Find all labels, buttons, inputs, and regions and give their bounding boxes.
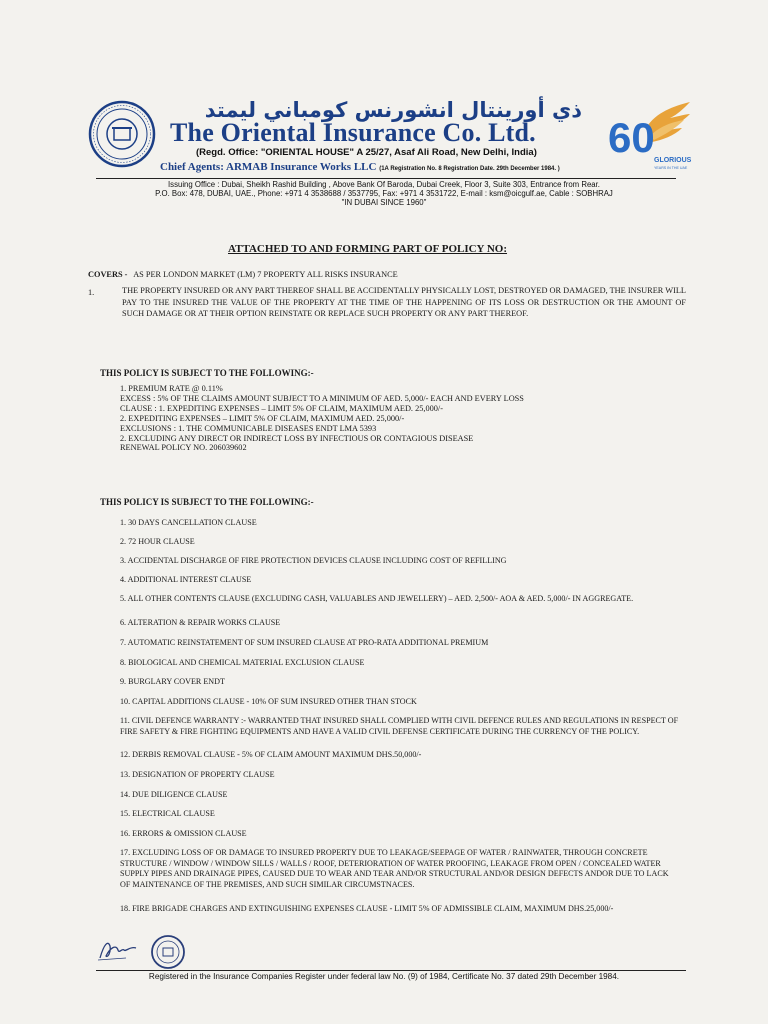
company-stamp-icon <box>150 934 186 970</box>
clause-item <box>120 790 680 801</box>
clause-text: 72 HOUR CLAUSE <box>128 537 195 546</box>
clause-item <box>120 697 680 708</box>
premium-block <box>120 384 680 453</box>
clause-number: 12. <box>120 750 131 759</box>
clause-item <box>120 556 680 567</box>
clause-item <box>120 829 680 840</box>
clause-text: ALTERATION & REPAIR WORKS CLAUSE <box>127 618 281 627</box>
issuing-office-line-2: P.O. Box: 478, DUBAI, UAE., Phone: +971 4 3538688 / 3537795, Fax: +971 4 3531722, E-mail : ksm@oicgulf.ae, Cable : SOBHRAJ <box>155 189 613 198</box>
clause-item <box>120 618 680 629</box>
attached-title: ATTACHED TO AND FORMING PART OF POLICY NO: <box>228 243 508 255</box>
signature-icon <box>96 936 140 964</box>
premium-line: CLAUSE : 1. EXPEDITING EXPENSES – LIMIT 5% OF CLAIM, MAXIMUM AED. 25,000/- <box>120 403 443 413</box>
clause-number: 6. <box>120 618 127 627</box>
chief-agents-name: Chief Agents: ARMAB Insurance Works LLC <box>160 161 377 173</box>
clause-item <box>120 575 680 586</box>
clause-text: BIOLOGICAL AND CHEMICAL MATERIAL EXCLUSION CLAUSE <box>128 658 365 667</box>
logo-number: 60 <box>608 114 655 161</box>
clause-item <box>120 594 680 605</box>
clause-item <box>120 809 680 820</box>
clause-number: 7. <box>120 638 127 647</box>
covers-text: AS PER LONDON MARKET (LM) 7 PROPERTY ALL RISKS INSURANCE <box>133 270 398 279</box>
clause-number: 1. <box>120 518 127 527</box>
clause-text: FIRE BRIGADE CHARGES AND EXTINGUISHING EXPENSES CLAUSE - LIMIT 5% OF ADMISSIBLE CLAIM, MAXIMUM DHS.25,000/- <box>132 904 614 913</box>
clause-text: ERRORS & OMISSION CLAUSE <box>132 829 247 838</box>
clause-number: 16. <box>120 829 131 838</box>
clause-item <box>120 658 680 669</box>
clause-number: 17. <box>120 848 131 857</box>
clause-item <box>120 638 680 649</box>
clause-number: 3. <box>120 556 127 565</box>
clause-number: 15. <box>120 809 131 818</box>
clause-number: 2. <box>120 537 127 546</box>
clause-item <box>120 716 680 737</box>
premium-line: EXCLUSIONS : 1. THE COMMUNICABLE DISEASES ENDT LMA 5393 <box>120 423 377 433</box>
clause-item <box>120 750 680 761</box>
clause-item <box>120 677 680 688</box>
registration-details: (1A Registration No. 8 Registration Date. 29th December 1984. ) <box>379 166 560 172</box>
arabic-company-name: ذي أورينتال انشورنس كومباني ليمتد <box>204 98 582 122</box>
company-name: The Oriental Insurance Co. Ltd. <box>170 118 536 147</box>
clause-number: 8. <box>120 658 127 667</box>
clause-text: BURGLARY COVER ENDT <box>128 677 225 686</box>
clause-text: CIVIL DEFENCE WARRANTY :- WARRANTED THAT INSURED SHALL COMPLIED WITH CIVIL DEFENCE RULES AND REGULATIONS IN RESPECT OF FIRE SAFETY & FIRE FIGHTING EQUIPMENTS AND HAVE A VALID CIVIL DEFENSE CERTIFICATE DURING THE CURRENCY OF THE POLICY. <box>120 716 679 736</box>
clause-text: AUTOMATIC REINSTATEMENT OF SUM INSURED CLAUSE AT PRO-RATA ADDITIONAL PREMIUM <box>127 638 489 647</box>
clause-item <box>120 537 680 548</box>
premium-line: 1. PREMIUM RATE @ 0.11% <box>120 384 223 393</box>
clause-item <box>120 518 680 529</box>
sixty-years-logo-icon <box>604 98 694 176</box>
logo-glorious-text: GLORIOUS <box>654 157 692 164</box>
clause-text: DESIGNATION OF PROPERTY CLAUSE <box>132 770 275 779</box>
clause-number: 4. <box>120 575 127 584</box>
clause-text: ELECTRICAL CLAUSE <box>132 809 215 818</box>
clause-text: DUE DILIGENCE CLAUSE <box>132 790 228 799</box>
issuing-office-line-1: Issuing Office : Dubai, Sheikh Rashid Building , Above Bank Of Baroda, Dubai Creek, Floor 3, Suite 303, Entrance from Rear. <box>168 180 600 189</box>
chief-agents-line <box>160 161 560 173</box>
subject-heading-1: THIS POLICY IS SUBJECT TO THE FOLLOWING:- <box>100 368 314 378</box>
covers-line <box>88 270 398 279</box>
clause-text: CAPITAL ADDITIONS CLAUSE - 10% OF SUM INSURED OTHER THAN STOCK <box>132 697 417 706</box>
premium-line: EXCESS : 5% OF THE CLAIMS AMOUNT SUBJECT TO A MINIMUM OF AED. 5,000/- EACH AND EVERY LOSS <box>120 393 524 403</box>
logo-years-text: YEARS IN THE UAE <box>654 166 688 170</box>
clause-number: 9. <box>120 677 127 686</box>
clause-number: 13. <box>120 770 131 779</box>
company-seal-icon <box>88 100 156 168</box>
registered-office: (Regd. Office: "ORIENTAL HOUSE" A 25/27, Asaf Ali Road, New Delhi, India) <box>196 147 537 158</box>
clause-item <box>120 770 680 781</box>
clause-text: DERBIS REMOVAL CLAUSE - 5% OF CLAIM AMOUNT MAXIMUM DHS.50,000/- <box>132 750 422 759</box>
clause-item <box>120 904 680 915</box>
clause-text: ADDITIONAL INTEREST CLAUSE <box>127 575 252 584</box>
header-divider <box>96 178 676 179</box>
clause-text: EXCLUDING LOSS OF OR DAMAGE TO INSURED PROPERTY DUE TO LEAKAGE/SEEPAGE OF WATER / RAINWATER, THROUGH CONCRETE STRUCTURE / WINDOW / WINDOW SILLS / WALLS / ROOF, DETERIORATION OF WATER PROOFING, LEAKAGE FROM OPEN / CONCEALED WATER SUPPLY PIPES AND DRAINAGE PIPES, CAUSED DUE TO WEAR AND TEAR AND/OR STRUCTURAL AND/OR DESIGN DEFECTS ANDOR DUE TO LACK OF MAINTENANCE OF THE PREMISES, AND SUCH SIMILAR CIRCUMSTNACES. <box>120 848 669 889</box>
clause-text: ALL OTHER CONTENTS CLAUSE (EXCLUDING CASH, VALUABLES AND JEWELLERY) – AED. 2,500/- AOA & AED. 5,000/- IN AGGREGATE. <box>127 594 634 603</box>
subject-heading-2: THIS POLICY IS SUBJECT TO THE FOLLOWING:- <box>100 497 314 507</box>
premium-line: 2. EXCLUDING ANY DIRECT OR INDIRECT LOSS BY INFECTIOUS OR CONTAGIOUS DISEASE <box>120 433 474 443</box>
paragraph-1-text: THE PROPERTY INSURED OR ANY PART THEREOF SHALL BE ACCIDENTALLY PHYSICALLY LOST, DESTROYED OR DAMAGED, THE INSURER WILL PAY TO THE INSURED THE VALUE OF THE PROPERTY AT THE TIME OF THE HAPPENING OF ITS LOSS OR DESTRUCTION OR THE AMOUNT OF SUCH DAMAGE OR AT THEIR OPTION REINSTATE OR REPLACE SUCH PROPERTY OR ANY PART THEREOF. <box>122 286 686 318</box>
clause-text: ACCIDENTAL DISCHARGE OF FIRE PROTECTION DEVICES CLAUSE INCLUDING COST OF REFILLING <box>127 556 507 565</box>
premium-line: RENEWAL POLICY NO. 206039602 <box>120 443 247 453</box>
clause-number: 18. <box>120 904 131 913</box>
clause-number: 14. <box>120 790 131 799</box>
clause-number: 10. <box>120 697 131 706</box>
clause-number: 5. <box>120 594 127 603</box>
footer-registration-text: Registered in the Insurance Companies Register under federal law No. (9) of 1984, Certificate No. 37 dated 29th December 1984. <box>148 972 620 981</box>
paragraph-1-number: 1. <box>88 288 95 297</box>
clause-item <box>120 848 680 890</box>
covers-label: COVERS - <box>88 270 128 279</box>
premium-line: 2. EXPEDITING EXPENSES – LIMIT 5% OF CLAIM, MAXIMUM AED. 25,000/- <box>120 413 405 423</box>
clause-text: 30 DAYS CANCELLATION CLAUSE <box>128 518 257 527</box>
footer-divider <box>96 970 686 971</box>
issuing-office-line-3: "IN DUBAI SINCE 1960" <box>341 198 427 207</box>
clause-number: 11. <box>120 716 130 725</box>
